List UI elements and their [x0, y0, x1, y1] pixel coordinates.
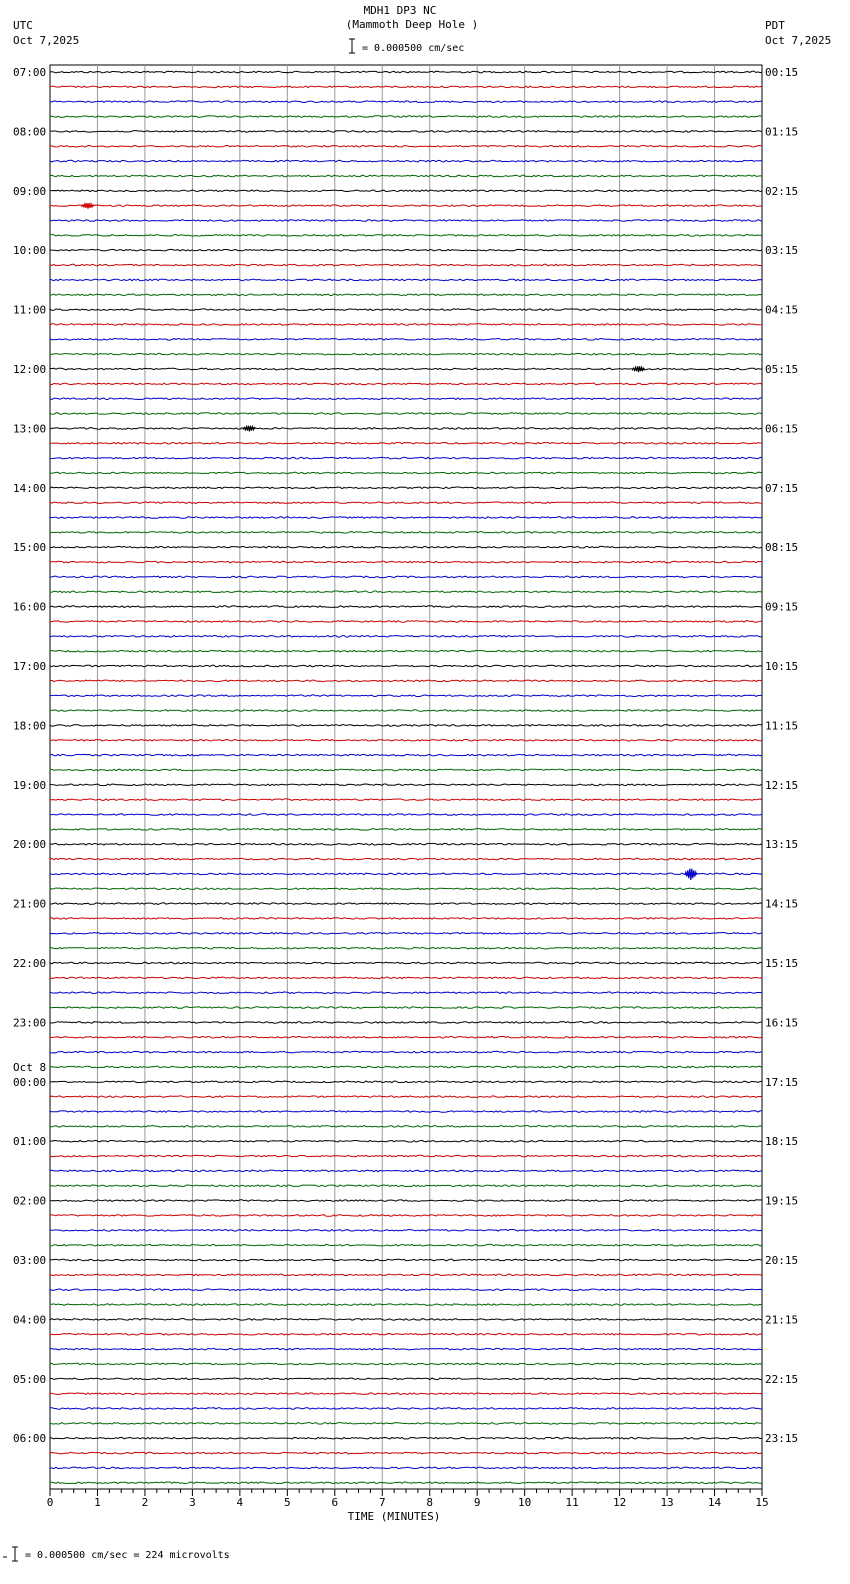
seismic-trace: [50, 487, 762, 489]
x-tick-label: 10: [518, 1496, 532, 1509]
pdt-hour-label: 23:15: [765, 1432, 799, 1446]
seismic-trace: [50, 383, 762, 385]
seismic-trace: [50, 606, 762, 608]
left-date: Oct 7,2025: [13, 34, 80, 47]
event-signal: [82, 203, 94, 209]
seismic-trace: [50, 71, 762, 73]
seismic-trace: [50, 814, 762, 816]
seismic-trace: [50, 799, 762, 801]
pdt-hour-label: 00:15: [765, 66, 799, 79]
seismic-trace: [50, 1482, 762, 1484]
right-timezone: PDT: [765, 19, 785, 32]
seismic-trace: [50, 249, 762, 251]
x-tick-label: 5: [284, 1496, 291, 1509]
utc-hour-label: 14:00: [13, 481, 47, 495]
pdt-hour-label: 13:15: [765, 838, 799, 852]
seismic-trace: [50, 472, 762, 474]
utc-hour-label: 22:00: [13, 957, 47, 970]
seismic-trace: [50, 888, 762, 890]
pdt-hour-label: 03:15: [765, 244, 799, 258]
pdt-hour-label: 16:15: [765, 1016, 799, 1030]
seismic-trace: [50, 1140, 762, 1142]
seismic-trace: [50, 1408, 762, 1410]
seismic-trace: [50, 413, 762, 415]
x-tick-label: 3: [189, 1496, 196, 1509]
pdt-hour-label: 11:15: [765, 719, 799, 733]
seismic-trace: [50, 1215, 762, 1217]
utc-hour-label: 10:00: [13, 244, 47, 258]
seismic-trace: [50, 235, 762, 237]
seismic-trace: [50, 829, 762, 831]
seismic-trace: [50, 1051, 762, 1053]
pdt-hour-label: 17:15: [765, 1075, 799, 1089]
seismic-trace: [50, 873, 762, 875]
x-tick-label: 4: [236, 1496, 244, 1509]
seismic-trace: [50, 1378, 762, 1380]
seismic-trace: [50, 769, 762, 771]
seismic-trace: [50, 962, 762, 964]
x-tick-label: 12: [612, 1496, 627, 1509]
pdt-hour-label: 10:15: [765, 660, 799, 673]
seismic-trace: [50, 353, 762, 355]
station-location: (Mammoth Deep Hole ): [345, 18, 479, 31]
seismic-trace: [50, 933, 762, 935]
utc-hour-label: 21:00: [13, 897, 47, 911]
seismic-trace: [50, 650, 762, 652]
pdt-hour-label: 08:15: [765, 541, 799, 555]
utc-hour-label: 18:00: [13, 719, 47, 733]
utc-hour-label: 15:00: [13, 541, 47, 555]
header-scale-text: = 0.000500 cm/sec: [362, 43, 465, 54]
seismic-trace: [50, 324, 762, 326]
footer-scale-bar-icon: [3, 1547, 18, 1561]
seismic-trace: [50, 160, 762, 162]
seismic-trace: [50, 116, 762, 118]
utc-hour-label: 00:00: [13, 1075, 47, 1089]
pdt-hour-label: 19:15: [765, 1194, 799, 1208]
pdt-hour-label: 02:15: [765, 184, 799, 198]
seismic-trace: [50, 665, 762, 667]
x-tick-label: 0: [46, 1496, 54, 1509]
event-signal: [243, 426, 255, 432]
seismic-trace: [50, 294, 762, 296]
footer-scale-text: = 0.000500 cm/sec = 224 microvolts: [25, 1550, 230, 1561]
seismic-trace: [50, 858, 762, 860]
seismic-trace: [50, 710, 762, 712]
seismic-trace: [50, 1007, 762, 1009]
seismic-trace: [50, 636, 762, 638]
seismic-trace: [50, 1334, 762, 1336]
utc-hour-label: 07:00: [13, 66, 47, 79]
seismic-trace: [50, 740, 762, 742]
date-change-label: Oct 8: [13, 1061, 47, 1074]
seismic-trace: [50, 339, 762, 341]
seismic-trace: [50, 1170, 762, 1172]
seismic-trace: [50, 428, 762, 430]
seismic-trace: [50, 279, 762, 281]
seismic-trace: [50, 1304, 762, 1306]
x-axis-label: TIME (MINUTES): [347, 1510, 441, 1523]
seismic-trace: [50, 903, 762, 905]
utc-hour-label: 17:00: [13, 660, 47, 673]
seismic-trace: [50, 591, 762, 593]
utc-hour-label: 19:00: [13, 778, 47, 792]
x-tick-label: 15: [755, 1496, 769, 1509]
seismic-trace: [50, 695, 762, 697]
pdt-hour-label: 20:15: [765, 1254, 799, 1267]
seismic-trace: [50, 368, 762, 370]
seismic-trace: [50, 517, 762, 519]
x-tick-label: 7: [378, 1496, 386, 1509]
seismic-trace: [50, 1363, 762, 1365]
pdt-hour-label: 06:15: [765, 422, 799, 436]
utc-hour-label: 06:00: [13, 1432, 47, 1446]
seismic-trace: [50, 947, 762, 949]
right-date: Oct 7,2025: [765, 34, 832, 47]
pdt-hour-label: 09:15: [765, 600, 799, 614]
seismic-trace: [50, 205, 762, 207]
seismic-trace: [50, 1230, 762, 1232]
seismic-trace: [50, 1393, 762, 1395]
utc-hour-label: 20:00: [13, 838, 47, 852]
pdt-hour-label: 14:15: [765, 897, 799, 911]
utc-hour-label: 02:00: [13, 1194, 47, 1208]
seismic-trace: [50, 457, 762, 459]
header-scale-bar-icon: [349, 39, 355, 53]
seismic-trace: [50, 977, 762, 979]
left-timezone: UTC: [13, 19, 33, 32]
pdt-hour-label: 12:15: [765, 778, 799, 792]
seismic-trace: [50, 1066, 762, 1068]
x-tick-label: 13: [660, 1496, 674, 1509]
utc-hour-label: 08:00: [13, 125, 47, 139]
seismic-trace: [50, 1423, 762, 1425]
seismic-trace: [50, 576, 762, 578]
pdt-hour-label: 18:15: [765, 1135, 799, 1149]
seismic-trace: [50, 1274, 762, 1276]
seismic-trace: [50, 101, 762, 103]
seismic-trace: [50, 561, 762, 563]
x-tick-label: 2: [141, 1496, 149, 1509]
seismic-trace: [50, 1289, 762, 1291]
seismic-trace: [50, 1155, 762, 1157]
seismic-trace: [50, 220, 762, 222]
seismic-trace: [50, 532, 762, 534]
seismic-trace: [50, 1467, 762, 1469]
seismic-trace: [50, 680, 762, 682]
seismic-trace: [50, 1319, 762, 1321]
seismic-trace: [50, 1259, 762, 1261]
seismic-trace: [50, 1200, 762, 1202]
utc-hour-label: 05:00: [13, 1372, 47, 1386]
seismic-trace: [50, 1437, 762, 1439]
seismic-trace: [50, 1126, 762, 1128]
seismic-trace: [50, 1348, 762, 1350]
seismic-trace: [50, 1111, 762, 1113]
seismic-trace: [50, 1037, 762, 1039]
seismic-trace: [50, 1244, 762, 1246]
x-tick-label: 11: [565, 1496, 579, 1509]
seismic-trace: [50, 725, 762, 727]
seismic-trace: [50, 131, 762, 133]
utc-hour-label: 04:00: [13, 1313, 47, 1327]
pdt-hour-label: 01:15: [765, 125, 799, 139]
utc-hour-label: 01:00: [13, 1135, 47, 1149]
x-tick-label: 14: [707, 1496, 722, 1509]
seismic-trace: [50, 754, 762, 756]
seismic-trace: [50, 992, 762, 994]
seismic-trace: [50, 784, 762, 786]
seismic-trace: [50, 1096, 762, 1098]
utc-hour-label: 03:00: [13, 1254, 47, 1267]
utc-hour-label: 23:00: [13, 1016, 47, 1030]
seismic-trace: [50, 190, 762, 192]
x-tick-label: 8: [426, 1496, 434, 1509]
utc-hour-label: 11:00: [13, 303, 47, 317]
utc-hour-label: 12:00: [13, 363, 47, 376]
utc-hour-label: 13:00: [13, 422, 47, 436]
seismic-trace: [50, 309, 762, 311]
seismic-trace: [50, 86, 762, 88]
seismic-trace: [50, 398, 762, 400]
seismic-trace: [50, 918, 762, 920]
utc-hour-label: 09:00: [13, 184, 47, 198]
pdt-hour-label: 22:15: [765, 1372, 799, 1386]
pdt-hour-label: 05:15: [765, 363, 799, 376]
seismic-trace: [50, 621, 762, 623]
seismic-trace: [50, 264, 762, 266]
seismic-trace: [50, 175, 762, 177]
seismic-trace: [50, 443, 762, 445]
seismic-trace: [50, 1022, 762, 1024]
seismic-trace: [50, 502, 762, 504]
pdt-hour-label: 15:15: [765, 957, 799, 970]
x-tick-label: 1: [94, 1496, 101, 1509]
seismic-trace: [50, 1081, 762, 1083]
seismic-trace: [50, 1452, 762, 1454]
event-signal: [633, 366, 645, 372]
seismic-trace: [50, 843, 762, 845]
seismic-trace: [50, 1185, 762, 1187]
utc-hour-label: 16:00: [13, 600, 47, 614]
station-title: MDH1 DP3 NC: [363, 4, 437, 17]
x-tick-label: 9: [473, 1496, 481, 1509]
pdt-hour-label: 07:15: [765, 481, 799, 495]
seismic-trace: [50, 146, 762, 148]
pdt-hour-label: 21:15: [765, 1313, 799, 1327]
pdt-hour-label: 04:15: [765, 303, 799, 317]
event-signal: [685, 869, 697, 880]
x-tick-label: 6: [331, 1496, 339, 1509]
seismic-trace: [50, 546, 762, 548]
